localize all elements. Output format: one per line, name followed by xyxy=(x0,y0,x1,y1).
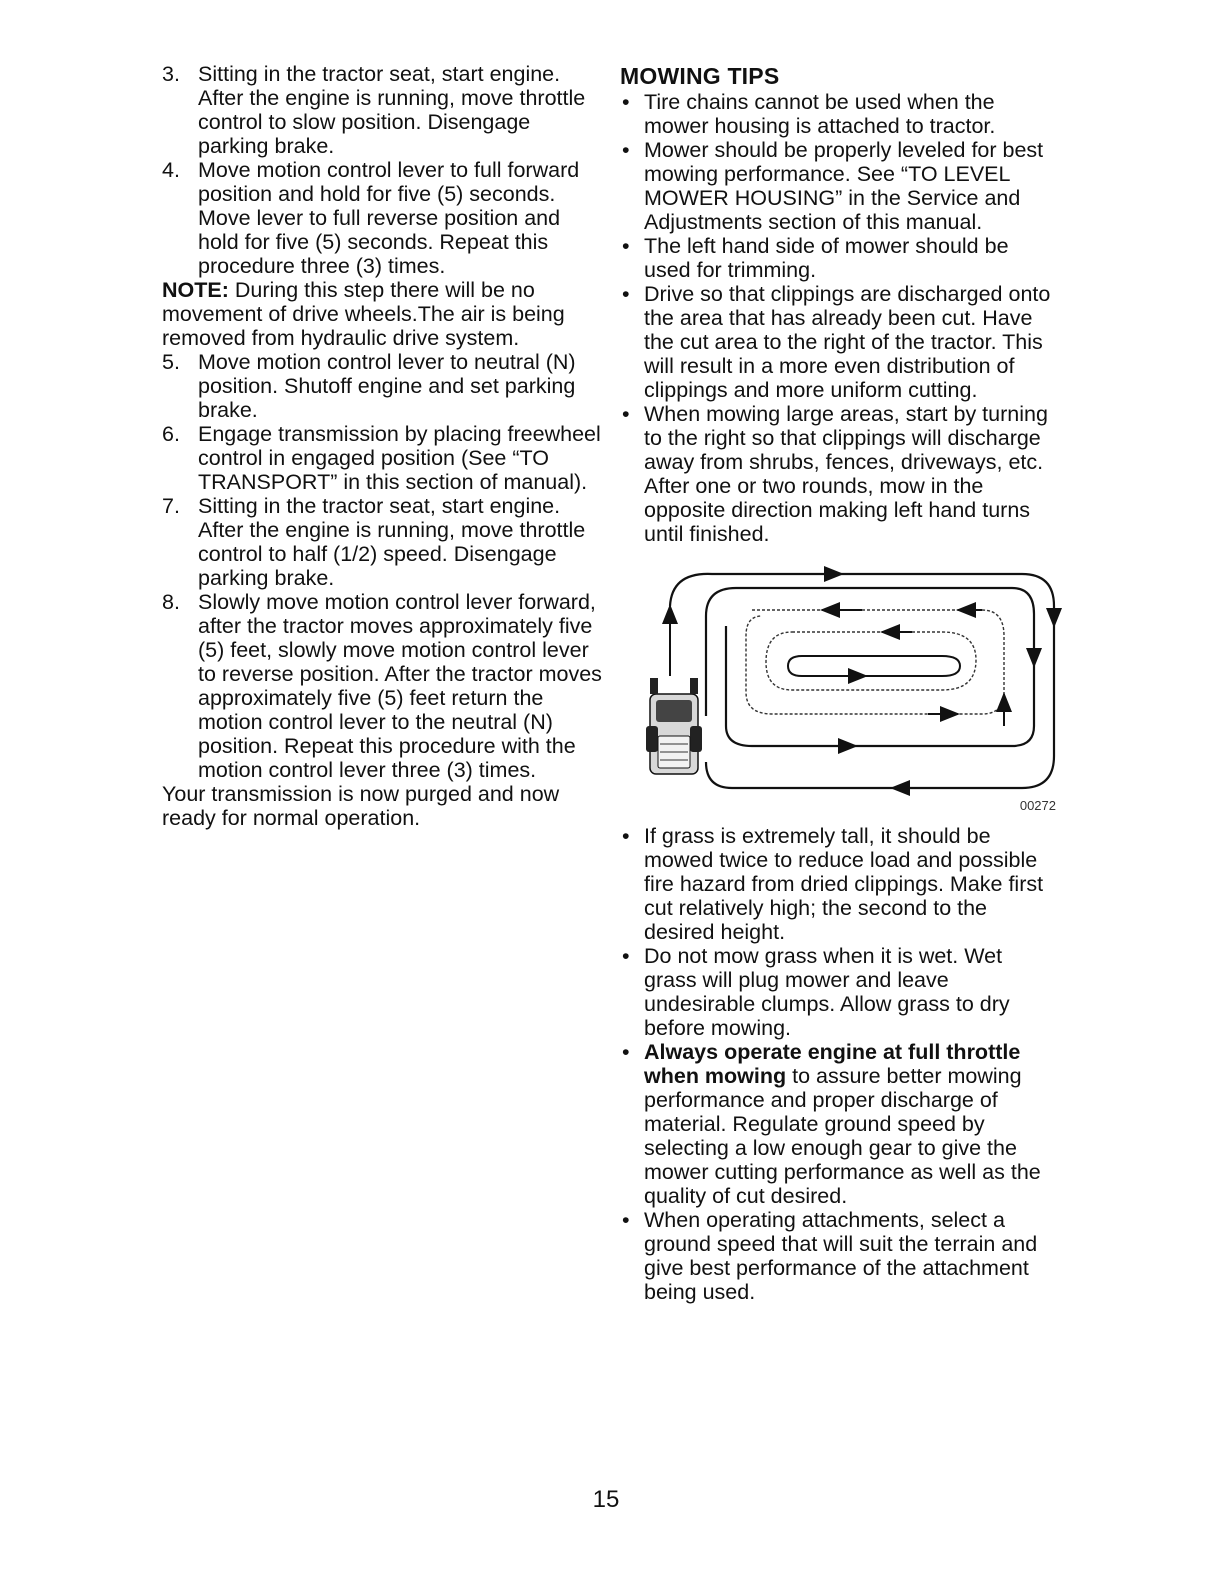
tip-text: Drive so that clippings are discharged onto the area that has already been cut. Have the cut area to the right of the tractor. This will result in a more even distribution of clippings and more uniform cutting. xyxy=(644,282,1051,402)
bullet-marker: • xyxy=(622,90,630,114)
step-item xyxy=(162,158,602,278)
inner-path-2 xyxy=(766,632,976,690)
list-item xyxy=(620,282,1060,402)
step-text: Sitting in the tractor seat, start engine. After the engine is running, move throttle control to slow position. Disengage parking brake. xyxy=(198,62,586,158)
step-text: Slowly move motion control lever forward, after the tractor moves approximately five (5) feet, slowly move motion control lever to reverse position. After the tractor moves approximately five (5) feet return the motion control lever to the neutral (N) position. Repeat this procedure with the motion control lever three (3) times. xyxy=(198,590,602,782)
mowing-path-graphic xyxy=(642,566,1062,814)
tip-text: When operating attachments, select a ground speed that will suit the terrain and give best performance of the attachment being used. xyxy=(644,1208,1038,1304)
center-path xyxy=(788,656,960,676)
right-column xyxy=(620,62,1060,1304)
step-item xyxy=(162,350,602,422)
bullet-marker: • xyxy=(622,1040,630,1064)
list-item xyxy=(620,402,1060,546)
second-path xyxy=(706,588,1034,746)
bullet-marker: • xyxy=(622,944,630,968)
step-item xyxy=(162,62,602,158)
bullet-marker: • xyxy=(622,402,630,426)
page-number: 15 xyxy=(592,1486,620,1513)
figure-code: 00272 xyxy=(1019,798,1056,813)
tractor-icon xyxy=(646,678,702,774)
step-text: Sitting in the tractor seat, start engine. After the engine is running, move throttle control to half (1/2) speed. Disengage parking brake. xyxy=(198,494,586,590)
tip-bold-text: Always operate engine at full throttle when mowing xyxy=(644,1040,1021,1088)
note-label: NOTE: xyxy=(162,278,229,302)
left-column xyxy=(162,62,602,830)
list-item xyxy=(620,1040,1060,1208)
step-text: Engage transmission by placing freewheel control in engaged position (See “TO TRANSPORT” in this section of manual). xyxy=(198,422,601,494)
bullet-marker: • xyxy=(622,282,630,306)
note-text: During this step there will be no movement of drive wheels.The air is being removed from hydraulic drive system. xyxy=(162,278,565,350)
inner-path-1 xyxy=(746,610,1004,714)
note-paragraph xyxy=(162,278,602,350)
list-item xyxy=(620,90,1060,138)
tip-text: The left hand side of mower should be used for trimming. xyxy=(644,234,1009,282)
section-title: MOWING TIPS xyxy=(620,63,780,89)
bullet-marker: • xyxy=(622,138,630,162)
tips-list-b xyxy=(620,824,1060,1304)
list-item xyxy=(620,1208,1060,1304)
tip-text: to assure better mowing performance and proper discharge of material. Regulate ground speed by selecting a low enough gear to give the mower cutting performance as well as the quality of cut desired. xyxy=(644,1064,1041,1208)
mowing-pattern-diagram xyxy=(642,566,1062,814)
bullet-marker: • xyxy=(622,824,630,848)
steps-list-a xyxy=(162,62,602,278)
step-number: 6. xyxy=(162,422,180,446)
closing-paragraph: Your transmission is now purged and now ready for normal operation. xyxy=(162,782,560,830)
outer-path xyxy=(670,574,1054,788)
step-text: Move motion control lever to neutral (N) position. Shutoff engine and set parking brake. xyxy=(198,350,576,422)
bullet-marker: • xyxy=(622,234,630,258)
step-number: 4. xyxy=(162,158,180,182)
list-item xyxy=(620,824,1060,944)
tips-list-a xyxy=(620,90,1060,546)
step-text: Move motion control lever to full forward position and hold for five (5) seconds. Move lever to full reverse position and hold for five (5) seconds. Repeat this procedure three (3) times. xyxy=(198,158,580,278)
step-item xyxy=(162,494,602,590)
tip-text: If grass is extremely tall, it should be mowed twice to reduce load and possible fire hazard from dried clippings. Make first cut relatively high; the second to the desired height. xyxy=(644,824,1044,944)
tip-text: Tire chains cannot be used when the mower housing is attached to tractor. xyxy=(644,90,996,138)
tip-text: Do not mow grass when it is wet. Wet grass will plug mower and leave undesirable clumps. Allow grass to dry before mowing. xyxy=(644,944,1010,1040)
bullet-marker: • xyxy=(622,1208,630,1232)
list-item xyxy=(620,234,1060,282)
tip-text: When mowing large areas, start by turning to the right so that clippings will discharge away from shrubs, fences, driveways, etc. After one or two rounds, mow in the opposite direction making left hand turns until finished. xyxy=(644,402,1048,546)
step-number: 3. xyxy=(162,62,180,86)
tip-text: Mower should be properly leveled for best mowing performance. See “TO LEVEL MOWER HOUSING” in the Service and Adjustments section of this manual. xyxy=(644,138,1044,234)
step-item xyxy=(162,422,602,494)
step-item xyxy=(162,590,602,782)
step-number: 5. xyxy=(162,350,180,374)
step-number: 8. xyxy=(162,590,180,614)
list-item xyxy=(620,944,1060,1040)
list-item xyxy=(620,138,1060,234)
steps-list-b xyxy=(162,350,602,782)
step-number: 7. xyxy=(162,494,180,518)
